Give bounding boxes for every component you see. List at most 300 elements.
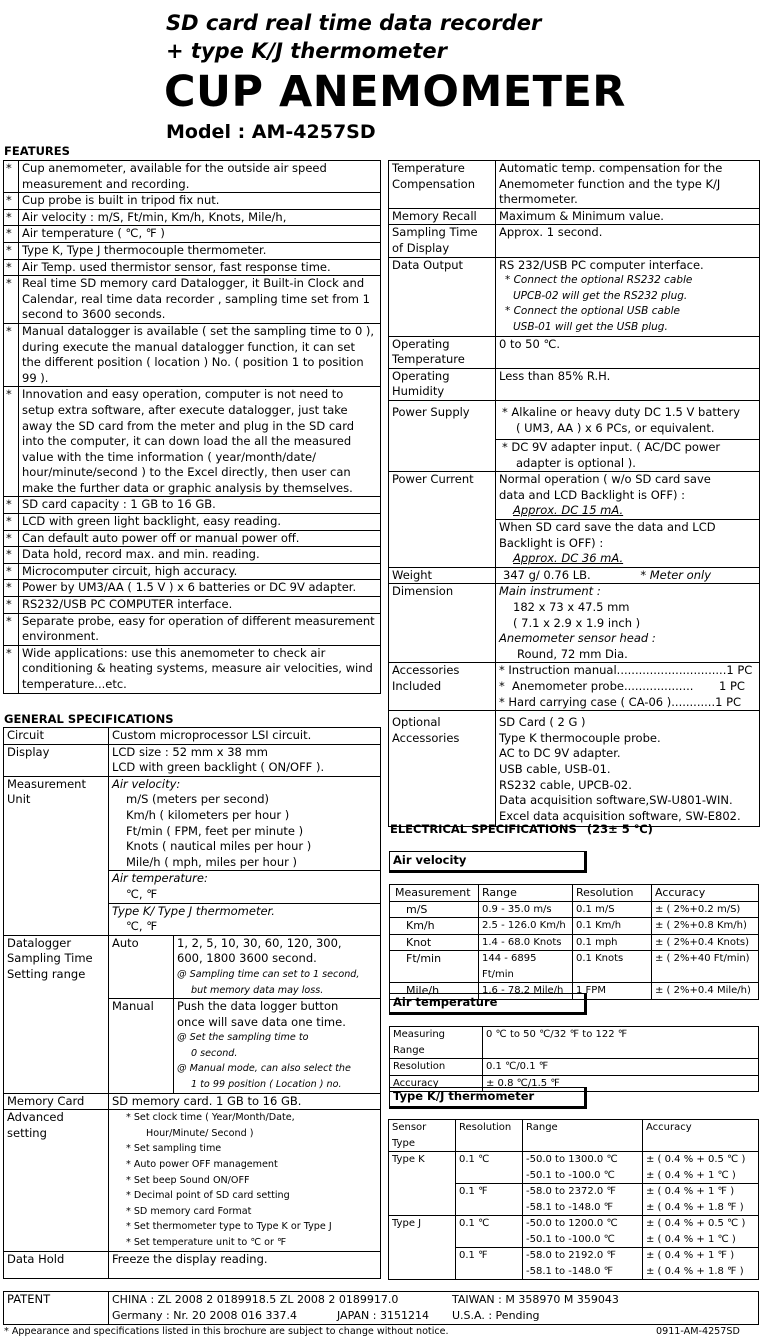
column-header: Accuracy — [652, 885, 759, 902]
electrical-condition: (23± 5 ℃) — [586, 822, 653, 836]
accuracy-line: ± ( 0.4 % + 1 ℃ ) — [646, 1233, 736, 1245]
value-line: adapter is optional ). — [516, 455, 636, 470]
table-cell: 0.9 - 35.0 m/s — [479, 901, 573, 918]
type-kj-title: Type K/J thermometer — [389, 1087, 587, 1109]
spec-label: Memory Recall — [389, 208, 496, 225]
spec-row-op-humidity — [389, 368, 760, 400]
accessory-item: * Hard carrying case ( CA-06 )............1 PC — [499, 694, 742, 709]
spec-label-line: Datalogger — [7, 935, 72, 950]
accuracy-line: ± ( 0.4 % + 1 ℉ ) — [646, 1186, 735, 1197]
bullet: * — [4, 259, 19, 276]
feature-item: Cup probe is built in tripod fix nut. — [19, 193, 381, 210]
value-note: * Connect the optional RS232 cable — [505, 274, 693, 287]
column-header: Resolution — [456, 1120, 523, 1152]
footer-code: 0911-AM-4257SD — [656, 1326, 740, 1337]
measurement-cell: Knot — [390, 934, 479, 951]
table-cell: 1 FPM — [573, 983, 652, 1000]
weight-value: 347 g/ 0.76 LB. — [503, 567, 591, 582]
spec-label-line: Sampling Time — [7, 951, 93, 966]
spec-value — [496, 584, 760, 663]
spec-value — [496, 567, 760, 584]
spec-label-line: Operating — [392, 336, 450, 351]
value-note: @ Set the sampling time to — [177, 1032, 309, 1044]
spec-label-line: Sampling Time — [392, 225, 478, 240]
table-row — [389, 1152, 759, 1184]
spec-label-line: Unit — [7, 792, 31, 807]
setting-item: * Set thermometer type to Type K or Type J — [126, 1221, 332, 1233]
patent-usa: U.S.A. : Pending — [452, 1308, 540, 1322]
spec-label-line: Temperature — [392, 161, 465, 175]
spec-row-op-temp — [389, 336, 760, 368]
spec-sublabel: Auto — [109, 935, 174, 998]
value-note: * Connect the optional USB cable — [505, 305, 680, 318]
row-label: Resolution — [390, 1059, 483, 1076]
row-label: Accuracy — [390, 1075, 483, 1092]
value-note: Approx. DC 15 mA. — [513, 503, 624, 518]
feature-row — [4, 514, 381, 531]
unit-item: ℃, ℉ — [126, 886, 158, 901]
table-row — [390, 918, 759, 935]
patent-china: CHINA : ZL 2008 2 0189918.5 ZL 2008 2 0189917.0 — [112, 1293, 399, 1306]
accuracy-line: ± ( 0.4 % + 1 ℉ ) — [646, 1250, 735, 1261]
accuracy-cell — [643, 1152, 759, 1184]
patent-table — [3, 1291, 759, 1325]
table-header-row — [390, 885, 759, 902]
spec-value: Approx. 1 second. — [496, 225, 760, 257]
feature-row — [4, 563, 381, 580]
value-line: Automatic temp. compensation for the — [499, 161, 723, 175]
value-line: Anemometer sensor head : — [499, 631, 656, 646]
unit-item: Ft/min ( FPM, feet per minute ) — [126, 823, 304, 838]
value-note: but memory data may loss. — [191, 984, 324, 996]
spec-value: Less than 85% R.H. — [496, 368, 760, 400]
spec-row-units — [4, 776, 381, 871]
value-line: Round, 72 mm Dia. — [517, 646, 628, 661]
column-header-line: Sensor — [392, 1122, 427, 1133]
table-cell: 144 - 6895 Ft/min — [479, 951, 573, 983]
spec-value — [496, 663, 760, 711]
value-line: Normal operation ( w/o SD card save — [499, 472, 711, 487]
optional-item: Data acquisition software,SW-U801-WIN. — [499, 793, 733, 808]
value-note: USB-01 will get the USB plug. — [513, 320, 668, 333]
spec-label — [4, 776, 109, 935]
table-cell: ± ( 2%+0.4 Knots) — [652, 934, 759, 951]
patent-germany: Germany : Nr. 20 2008 016 337.4 — [112, 1308, 297, 1322]
feature-item: SD card capacity : 1 GB to 16 GB. — [19, 497, 381, 514]
accuracy-cell — [643, 1216, 759, 1248]
general-spec-table — [3, 727, 381, 1279]
table-row — [390, 934, 759, 951]
table-cell: ± 0.8 ℃/1.5 ℉ — [483, 1075, 759, 1092]
spec-row-power-current — [389, 472, 760, 568]
accuracy-line: ± ( 0.4 % + 0.5 ℃ ) — [646, 1218, 746, 1229]
feature-row — [4, 387, 381, 497]
column-header-line: Type — [392, 1137, 415, 1149]
features-table — [3, 160, 381, 694]
spec-row-memory-recall — [389, 208, 760, 225]
setting-item: * Decimal point of SD card setting — [126, 1190, 290, 1202]
range-cell — [523, 1216, 643, 1248]
bullet: * — [4, 193, 19, 210]
table-row — [390, 1059, 759, 1076]
spec-label-line: Operating — [392, 368, 450, 383]
bullet: * — [4, 530, 19, 547]
unit-item: Km/h ( kilometers per hour ) — [126, 807, 290, 822]
spec-value — [109, 903, 381, 935]
spec-label-line: of Display — [392, 240, 450, 255]
feature-item: Real time SD memory card Datalogger, it Built-in Clock and Calendar, real time data recorder , sampling time set from 1 second to 3600 seconds. — [19, 276, 381, 324]
bullet: * — [4, 613, 19, 645]
accuracy-line: ± ( 0.4 % + 1 ℃ ) — [646, 1169, 736, 1181]
range-line: -50.0 to 1200.0 ℃ — [526, 1218, 618, 1229]
spec-row-data-output — [389, 257, 760, 336]
spec-row-accessories — [389, 663, 760, 711]
optional-item: USB cable, USB-01. — [499, 761, 611, 776]
range-cell — [523, 1152, 643, 1184]
setting-item: * Auto power OFF management — [126, 1159, 278, 1171]
subtitle-line-2: + type K/J thermometer — [166, 39, 447, 63]
spec-row-power-supply — [389, 400, 760, 471]
feature-row — [4, 497, 381, 514]
spec-label — [389, 225, 496, 257]
value-line: ( UM3, AA ) x 6 PCs, or equivalent. — [516, 420, 715, 435]
value-note: 1 to 99 position ( Location ) no. — [191, 1079, 342, 1091]
general-spec-heading: GENERAL SPECIFICATIONS — [4, 712, 174, 726]
feature-row — [4, 613, 381, 645]
spec-label: Display — [4, 744, 109, 776]
accuracy-cell — [643, 1248, 759, 1280]
optional-item: Excel data acquisition software, SW-E802. — [499, 808, 741, 823]
air-velocity-table — [389, 884, 759, 1000]
table-cell: 1.6 - 78.2 Mile/h — [479, 983, 573, 1000]
spec-row-optional — [389, 711, 760, 827]
column-header: Range — [523, 1120, 643, 1152]
feature-item: Wide applications: use this anemometer to check air conditioning & heating systems, measure air velocities, wind temperature...etc. — [19, 645, 381, 693]
bullet: * — [4, 645, 19, 693]
bullet: * — [4, 161, 19, 193]
page-title: CUP ANEMOMETER — [164, 67, 626, 117]
value-note: Approx. DC 36 mA. — [513, 551, 624, 566]
patent-row — [4, 1292, 759, 1325]
spec-row-datalogger-auto — [4, 935, 381, 998]
sensor-type: Type J — [389, 1216, 456, 1280]
feature-item: Data hold, record max. and min. reading. — [19, 547, 381, 564]
spec-value: SD memory card. 1 GB to 16 GB. — [109, 1093, 381, 1110]
bullet: * — [4, 547, 19, 564]
column-header: Accuracy — [643, 1120, 759, 1152]
accuracy-line: ± ( 0.4 % + 1.8 ℉ ) — [646, 1265, 744, 1277]
footer-note: * Appearance and specifications listed in this brochure are subject to change without notice. — [4, 1326, 449, 1337]
table-cell: 2.5 - 126.0 Km/h — [479, 918, 573, 935]
range-cell — [523, 1184, 643, 1216]
spec-label-line: Optional — [392, 715, 441, 730]
value-line: ( 7.1 x 2.9 x 1.9 inch ) — [513, 615, 641, 630]
display-line: LCD size : 52 mm x 38 mm — [112, 744, 268, 759]
spec-value — [109, 776, 381, 871]
table-cell: 1.4 - 68.0 Knots — [479, 934, 573, 951]
range-line: -50.0 to 1300.0 ℃ — [526, 1154, 618, 1165]
spec-row-display — [4, 744, 381, 776]
patent-label: PATENT — [4, 1292, 109, 1325]
resolution-cell: 0.1 ℃ — [456, 1152, 523, 1184]
accessory-item: * Anemometer probe................... 1 PC — [499, 679, 745, 693]
unit-item: Mile/h ( mph, miles per hour ) — [126, 854, 298, 869]
table-cell: 0 ℃ to 50 ℃/32 ℉ to 122 ℉ — [483, 1027, 759, 1059]
range-line: -58.0 to 2372.0 ℉ — [526, 1186, 616, 1197]
value-line: When SD card save the data and LCD — [499, 520, 716, 535]
value-line: data and LCD Backlight is OFF) : — [499, 487, 685, 502]
feature-item: Air Temp. used thermistor sensor, fast response time. — [19, 259, 381, 276]
unit-item: Knots ( nautical miles per hour ) — [126, 839, 312, 854]
spec-row-hold — [4, 1251, 381, 1278]
feature-item: LCD with green light backlight, easy reading. — [19, 514, 381, 531]
air-velocity-title: Air velocity — [389, 851, 587, 873]
value-line: thermometer. — [499, 192, 578, 207]
setting-item: Hour/Minute/ Second ) — [146, 1127, 254, 1139]
feature-item: Type K, Type J thermocouple thermometer. — [19, 242, 381, 259]
measurement-cell: m/S — [390, 901, 479, 918]
value-note: UPCB-02 will get the RS232 plug. — [513, 289, 688, 302]
value-line: 1, 2, 5, 10, 30, 60, 120, 300, — [177, 935, 342, 950]
table-row — [389, 1216, 759, 1248]
bullet: * — [4, 497, 19, 514]
air-temperature-table — [389, 1026, 759, 1092]
range-cell — [523, 1248, 643, 1280]
spec-label: Power Supply — [389, 400, 496, 471]
column-header — [389, 1120, 456, 1152]
spec-value — [496, 161, 760, 209]
resolution-cell: 0.1 ℃ — [456, 1216, 523, 1248]
value-line: Main instrument : — [499, 584, 601, 599]
spec-value: Freeze the display reading. — [109, 1251, 381, 1278]
spec-label — [389, 161, 496, 209]
value-line: 600, 1800 3600 second. — [177, 951, 317, 966]
patent-taiwan: TAIWAN : M 358970 M 359043 — [452, 1293, 619, 1306]
spec-label-line: Accessories — [392, 730, 460, 745]
spec-label — [389, 663, 496, 711]
electrical-heading-text: ELECTRICAL SPECIFICATIONS — [390, 822, 577, 836]
feature-item: Microcomputer circuit, high accuracy. — [19, 563, 381, 580]
spec-row-dimension — [389, 584, 760, 663]
value-line: * DC 9V adapter input. ( AC/DC power — [502, 440, 721, 455]
electrical-heading — [390, 822, 653, 838]
spec-row-sampling — [389, 225, 760, 257]
feature-row — [4, 161, 381, 193]
air-temperature-title: Air temperature — [389, 993, 587, 1015]
optional-item: SD Card ( 2 G ) — [499, 715, 586, 730]
table-row — [390, 1027, 759, 1059]
table-cell: 0.1 Knots — [573, 951, 652, 983]
spec-label: Weight — [389, 567, 496, 584]
unit-group-heading: Type K/ Type J thermometer. — [112, 903, 275, 918]
table-row — [390, 951, 759, 983]
column-header: Measurement — [390, 885, 479, 902]
table-row — [390, 901, 759, 918]
spec-value — [174, 935, 381, 998]
table-cell: ± ( 2%+0.8 Km/h) — [652, 918, 759, 935]
spec-value — [174, 999, 381, 1094]
spec-value: Maximum & Minimum value. — [496, 208, 760, 225]
feature-row — [4, 645, 381, 693]
feature-row — [4, 323, 381, 386]
spec-row-circuit — [4, 728, 381, 745]
unit-group-heading: Air velocity: — [112, 776, 181, 791]
right-spec-table — [388, 160, 760, 827]
accessory-item: * Instruction manual..............................1 PC — [499, 663, 753, 678]
value-line: * Alkaline or heavy duty DC 1.5 V battery — [502, 404, 741, 419]
feature-row — [4, 226, 381, 243]
range-line: -58.1 to -148.0 ℉ — [526, 1265, 614, 1277]
table-header-row — [389, 1120, 759, 1152]
measurement-cell: Km/h — [390, 918, 479, 935]
bullet: * — [4, 580, 19, 597]
feature-row — [4, 193, 381, 210]
feature-row — [4, 276, 381, 324]
subtitle-line-1: SD card real time data recorder — [166, 11, 542, 35]
bullet: * — [4, 514, 19, 531]
setting-item: * Set clock time ( Year/Month/Date, — [126, 1112, 295, 1124]
spec-label: Dimension — [389, 584, 496, 663]
spec-label: Circuit — [4, 728, 109, 745]
spec-label-line: Compensation — [392, 176, 475, 191]
value-line: RS 232/USB PC computer interface. — [499, 257, 704, 272]
feature-item: Air temperature ( ℃, ℉ ) — [19, 226, 381, 243]
spec-value — [109, 871, 381, 903]
feature-row — [4, 597, 381, 614]
spec-value — [496, 257, 760, 336]
range-line: -58.1 to -148.0 ℉ — [526, 1201, 614, 1213]
column-header: Resolution — [573, 885, 652, 902]
feature-item: RS232/USB PC COMPUTER interface. — [19, 597, 381, 614]
spec-label-line: Accessories — [392, 663, 460, 678]
resolution-cell: 0.1 ℉ — [456, 1184, 523, 1216]
bullet: * — [4, 242, 19, 259]
value-line: Backlight is OFF) : — [499, 535, 604, 550]
spec-label-line: Humidity — [392, 384, 445, 399]
column-header: Range — [479, 885, 573, 902]
spec-label-line: Advanced — [7, 1110, 64, 1125]
table-cell: 0.1 m/S — [573, 901, 652, 918]
table-cell: ± ( 2%+0.2 m/S) — [652, 901, 759, 918]
spec-value: Custom microprocessor LSI circuit. — [109, 728, 381, 745]
spec-label: Data Output — [389, 257, 496, 336]
spec-value — [109, 744, 381, 776]
feature-item: Power by UM3/AA ( 1.5 V ) x 6 batteries or DC 9V adapter. — [19, 580, 381, 597]
accuracy-cell — [643, 1184, 759, 1216]
measurement-cell: Ft/min — [390, 951, 479, 983]
measurement-cell: Mile/h — [390, 983, 479, 1000]
optional-item: RS232 cable, UPCB-02. — [499, 777, 632, 792]
resolution-cell: 0.1 ℉ — [456, 1248, 523, 1280]
feature-item: Can default auto power off or manual power off. — [19, 530, 381, 547]
bullet: * — [4, 276, 19, 324]
setting-item: * Set beep Sound ON/OFF — [126, 1174, 250, 1186]
setting-item: * Set sampling time — [126, 1143, 222, 1155]
bullet: * — [4, 209, 19, 226]
spec-value — [496, 472, 760, 568]
feature-row — [4, 580, 381, 597]
patent-japan: JAPAN : 3151214 — [337, 1308, 429, 1322]
feature-row — [4, 209, 381, 226]
feature-row — [4, 242, 381, 259]
unit-item: m/S (meters per second) — [126, 792, 270, 807]
spec-label — [389, 336, 496, 368]
spec-value — [496, 400, 760, 471]
spec-label-line: Measurement — [7, 776, 86, 791]
spec-row-advanced — [4, 1110, 381, 1251]
feature-item: Manual datalogger is available ( set the sampling time to 0 ), during execute the manual datalogger function, it can set the different position ( location ) No. ( position 1 to position 99 ). — [19, 323, 381, 386]
bullet: * — [4, 563, 19, 580]
table-cell: ± ( 2%+0.4 Mile/h) — [652, 983, 759, 1000]
model-number: Model : AM-4257SD — [166, 121, 376, 143]
feature-row — [4, 530, 381, 547]
weight-note: * Meter only — [640, 567, 712, 582]
spec-label-line: Setting range — [7, 966, 86, 981]
patent-values — [109, 1292, 759, 1325]
table-cell: 0.1 ℃/0.1 ℉ — [483, 1059, 759, 1076]
feature-item: Cup anemometer, available for the outside air speed measurement and recording. — [19, 161, 381, 193]
value-line: once will save data one time. — [177, 1014, 346, 1029]
accuracy-line: ± ( 0.4 % + 1.8 ℉ ) — [646, 1201, 744, 1213]
feature-item: Air velocity : m/S, Ft/min, Km/h, Knots, Mile/h, — [19, 209, 381, 226]
unit-group-heading: Air temperature: — [112, 871, 208, 886]
table-cell: ± ( 2%+40 Ft/min) — [652, 951, 759, 983]
spec-label-line: Temperature — [392, 352, 465, 367]
sensor-type: Type K — [389, 1152, 456, 1216]
spec-label — [4, 935, 109, 1093]
range-line: -58.0 to 2192.0 ℉ — [526, 1250, 616, 1261]
value-line: Push the data logger button — [177, 999, 339, 1014]
spec-row-weight — [389, 567, 760, 584]
value-note: 0 second. — [191, 1047, 238, 1059]
value-note: @ Manual mode, can also select the — [177, 1063, 351, 1075]
spec-value — [109, 1110, 381, 1251]
value-note: @ Sampling time can set to 1 second, — [177, 968, 360, 980]
optional-item: Type K thermocouple probe. — [499, 730, 661, 745]
optional-item: AC to DC 9V adapter. — [499, 746, 621, 761]
display-line: LCD with green backlight ( ON/OFF ). — [112, 760, 325, 775]
setting-item: * Set temperature unit to ℃ or ℉ — [126, 1237, 287, 1248]
spec-label: Data Hold — [4, 1251, 109, 1278]
features-heading: FEATURES — [4, 144, 70, 158]
spec-sublabel: Manual — [109, 999, 174, 1094]
feature-row — [4, 259, 381, 276]
spec-label: Power Current — [389, 472, 496, 568]
type-kj-table — [388, 1119, 759, 1280]
table-cell: 0.1 Km/h — [573, 918, 652, 935]
setting-item: * SD memory card Format — [126, 1205, 252, 1217]
bullet: * — [4, 323, 19, 386]
bullet: * — [4, 387, 19, 497]
accuracy-line: ± ( 0.4 % + 0.5 ℃ ) — [646, 1154, 746, 1165]
spec-row-temp-comp — [389, 161, 760, 209]
table-cell: 0.1 mph — [573, 934, 652, 951]
spec-label — [389, 368, 496, 400]
feature-row — [4, 547, 381, 564]
value-line: Anemometer function and the type K/J — [499, 176, 721, 191]
range-line: -50.1 to -100.0 ℃ — [526, 1233, 615, 1245]
row-label: Measuring Range — [390, 1027, 483, 1059]
spec-label-line: Included — [392, 679, 442, 693]
spec-label — [4, 1110, 109, 1251]
spec-label-line: setting — [7, 1125, 47, 1140]
feature-item: Innovation and easy operation, computer is not need to setup extra software, after execute datalogger, just take away the SD card from the meter and plug in the SD card into the computer, it can down load the all the measured value with the time information ( year/month/date/ hour/minute/second ) to the Excel directly, then user can make the further data or graphic analysis by themselves. — [19, 387, 381, 497]
unit-item: ℃, ℉ — [126, 919, 158, 934]
spec-label — [389, 711, 496, 827]
bullet: * — [4, 226, 19, 243]
value-line: 182 x 73 x 47.5 mm — [513, 600, 630, 615]
spec-value: 0 to 50 ℃. — [496, 336, 760, 368]
